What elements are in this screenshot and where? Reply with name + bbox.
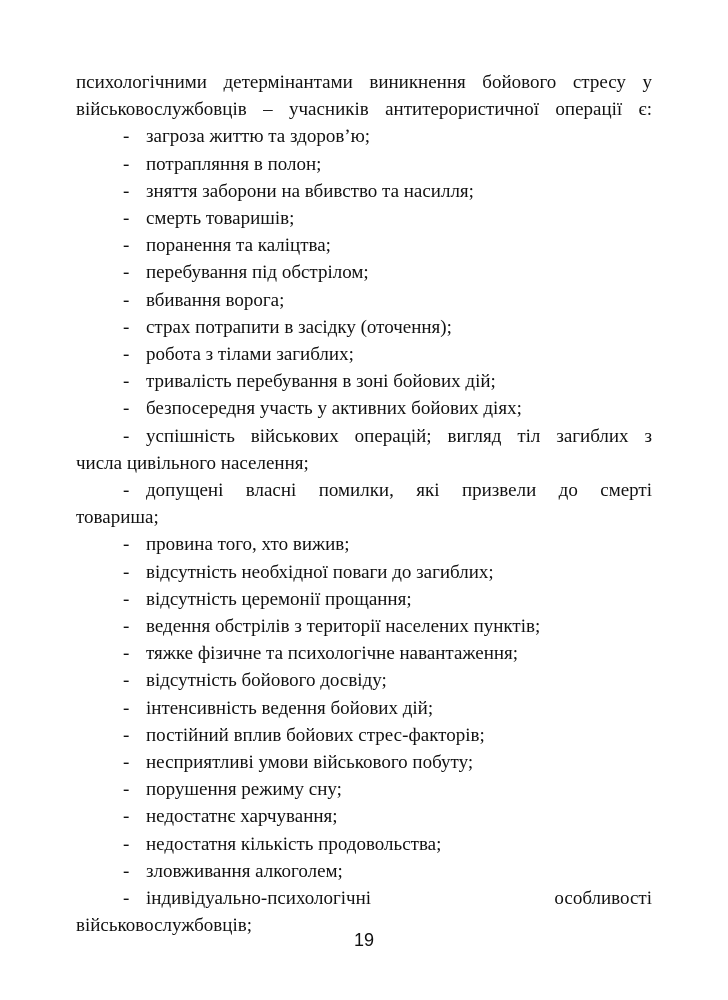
list-item-text: порушення режиму сну;: [146, 779, 342, 801]
list-bullet: -: [123, 316, 130, 338]
list-item-text: недостатнє харчування;: [146, 806, 338, 828]
list-bullet: -: [123, 561, 130, 583]
list-item-text: несприятливі умови військового побуту;: [146, 752, 474, 774]
list-bullet: -: [123, 153, 130, 175]
list-item: [76, 205, 652, 232]
list-bullet: -: [123, 806, 130, 828]
list-bullet: -: [123, 425, 130, 447]
list-bullet: -: [123, 398, 130, 420]
list-item-wrapped: [76, 423, 652, 477]
list-item-text: індивідуально-психологічні особливості: [146, 888, 652, 910]
list-item-text: вбивання ворога;: [146, 289, 285, 311]
list-bullet: -: [123, 480, 130, 502]
list-item-text: відсутність необхідної поваги до загиблих;: [146, 561, 494, 583]
list-item: [76, 722, 652, 749]
list-item: [76, 749, 652, 776]
list-item: [76, 368, 652, 395]
list-bullet: -: [123, 697, 130, 719]
list-item-text: відсутність бойового досвіду;: [146, 670, 387, 692]
list-bullet: -: [123, 616, 130, 638]
list-bullet: -: [123, 670, 130, 692]
list-bullet: -: [123, 289, 130, 311]
list-item-text: потрапляння в полон;: [146, 153, 322, 175]
list-item: [76, 776, 652, 803]
list-item-text: відсутність церемонії прощання;: [146, 588, 412, 610]
list-item-first-line: [76, 423, 652, 450]
list-bullet: -: [123, 833, 130, 855]
list-bullet: -: [123, 643, 130, 665]
list-bullet: -: [123, 779, 130, 801]
list-item-text: провина того, хто вижив;: [146, 534, 350, 556]
list-item-text: поранення та каліцтва;: [146, 235, 331, 257]
list-item: [76, 803, 652, 830]
list-item: [76, 858, 652, 885]
list-bullet: -: [123, 208, 130, 230]
list-item: [76, 341, 652, 368]
list-item: [76, 640, 652, 667]
intro-line-2: військовослужбовців – учасників антитерористичної операції є:: [76, 99, 652, 121]
list-item: [76, 123, 652, 150]
list-item: [76, 559, 652, 586]
list-bullet: -: [123, 344, 130, 366]
list-item-continuation: товариша;: [76, 507, 159, 529]
list-item: [76, 151, 652, 178]
list-bullet: -: [123, 180, 130, 202]
list-item: [76, 667, 652, 694]
list-item: [76, 695, 652, 722]
list-item: [76, 178, 652, 205]
list-item-text: тривалість перебування в зоні бойових дій;: [146, 371, 496, 393]
list-item-wrapped: [76, 477, 652, 531]
factor-list: [76, 123, 652, 939]
list-bullet: -: [123, 860, 130, 882]
list-item-text: безпосередня участь у активних бойових діях;: [146, 398, 522, 420]
list-item-text: успішність військових операцій; вигляд тіл загиблих з: [146, 425, 652, 447]
list-item-text: смерть товаришів;: [146, 208, 295, 230]
intro-line-1: психологічними детермінантами виникнення бойового стресу у: [76, 72, 652, 93]
list-bullet: -: [123, 126, 130, 148]
list-item: [76, 259, 652, 286]
list-item-text: тяжке фізичне та психологічне навантаження;: [146, 643, 519, 665]
list-bullet: -: [123, 534, 130, 556]
list-bullet: -: [123, 262, 130, 284]
list-item-text: інтенсивність ведення бойових дій;: [146, 697, 434, 719]
list-item-first-line: [76, 885, 652, 912]
list-item-continuation: військовослужбовців;: [76, 915, 252, 937]
page-number: 19: [353, 930, 375, 950]
list-item: [76, 831, 652, 858]
list-bullet: -: [123, 752, 130, 774]
list-item: [76, 531, 652, 558]
list-item-text: недостатня кількість продовольства;: [146, 833, 442, 855]
list-item-text: загроза життю та здоров’ю;: [146, 126, 371, 148]
list-item-first-line: [76, 477, 652, 504]
list-item: [76, 395, 652, 422]
list-item-text: робота з тілами загиблих;: [146, 344, 354, 366]
list-bullet: -: [123, 235, 130, 257]
list-item: [76, 232, 652, 259]
list-item: [76, 287, 652, 314]
list-item-text: зняття заборони на вбивство та насилля;: [146, 180, 474, 202]
list-item-text: зловживання алкоголем;: [146, 860, 343, 882]
list-item-text: перебування під обстрілом;: [146, 262, 369, 284]
list-bullet: -: [123, 724, 130, 746]
list-item-text: допущені власні помилки, які призвели до смерті: [146, 480, 652, 502]
list-bullet: -: [123, 371, 130, 393]
list-item: [76, 586, 652, 613]
list-bullet: -: [123, 888, 130, 910]
list-item-text: страх потрапити в засідку (оточення);: [146, 316, 452, 338]
list-item: [76, 314, 652, 341]
list-item-text: постійний вплив бойових стрес-факторів;: [146, 724, 485, 746]
document-body: [76, 69, 652, 940]
list-item: [76, 613, 652, 640]
list-item-text: ведення обстрілів з території населених пунктів;: [146, 616, 541, 638]
list-item-continuation: числа цивільного населення;: [76, 452, 309, 474]
list-bullet: -: [123, 588, 130, 610]
